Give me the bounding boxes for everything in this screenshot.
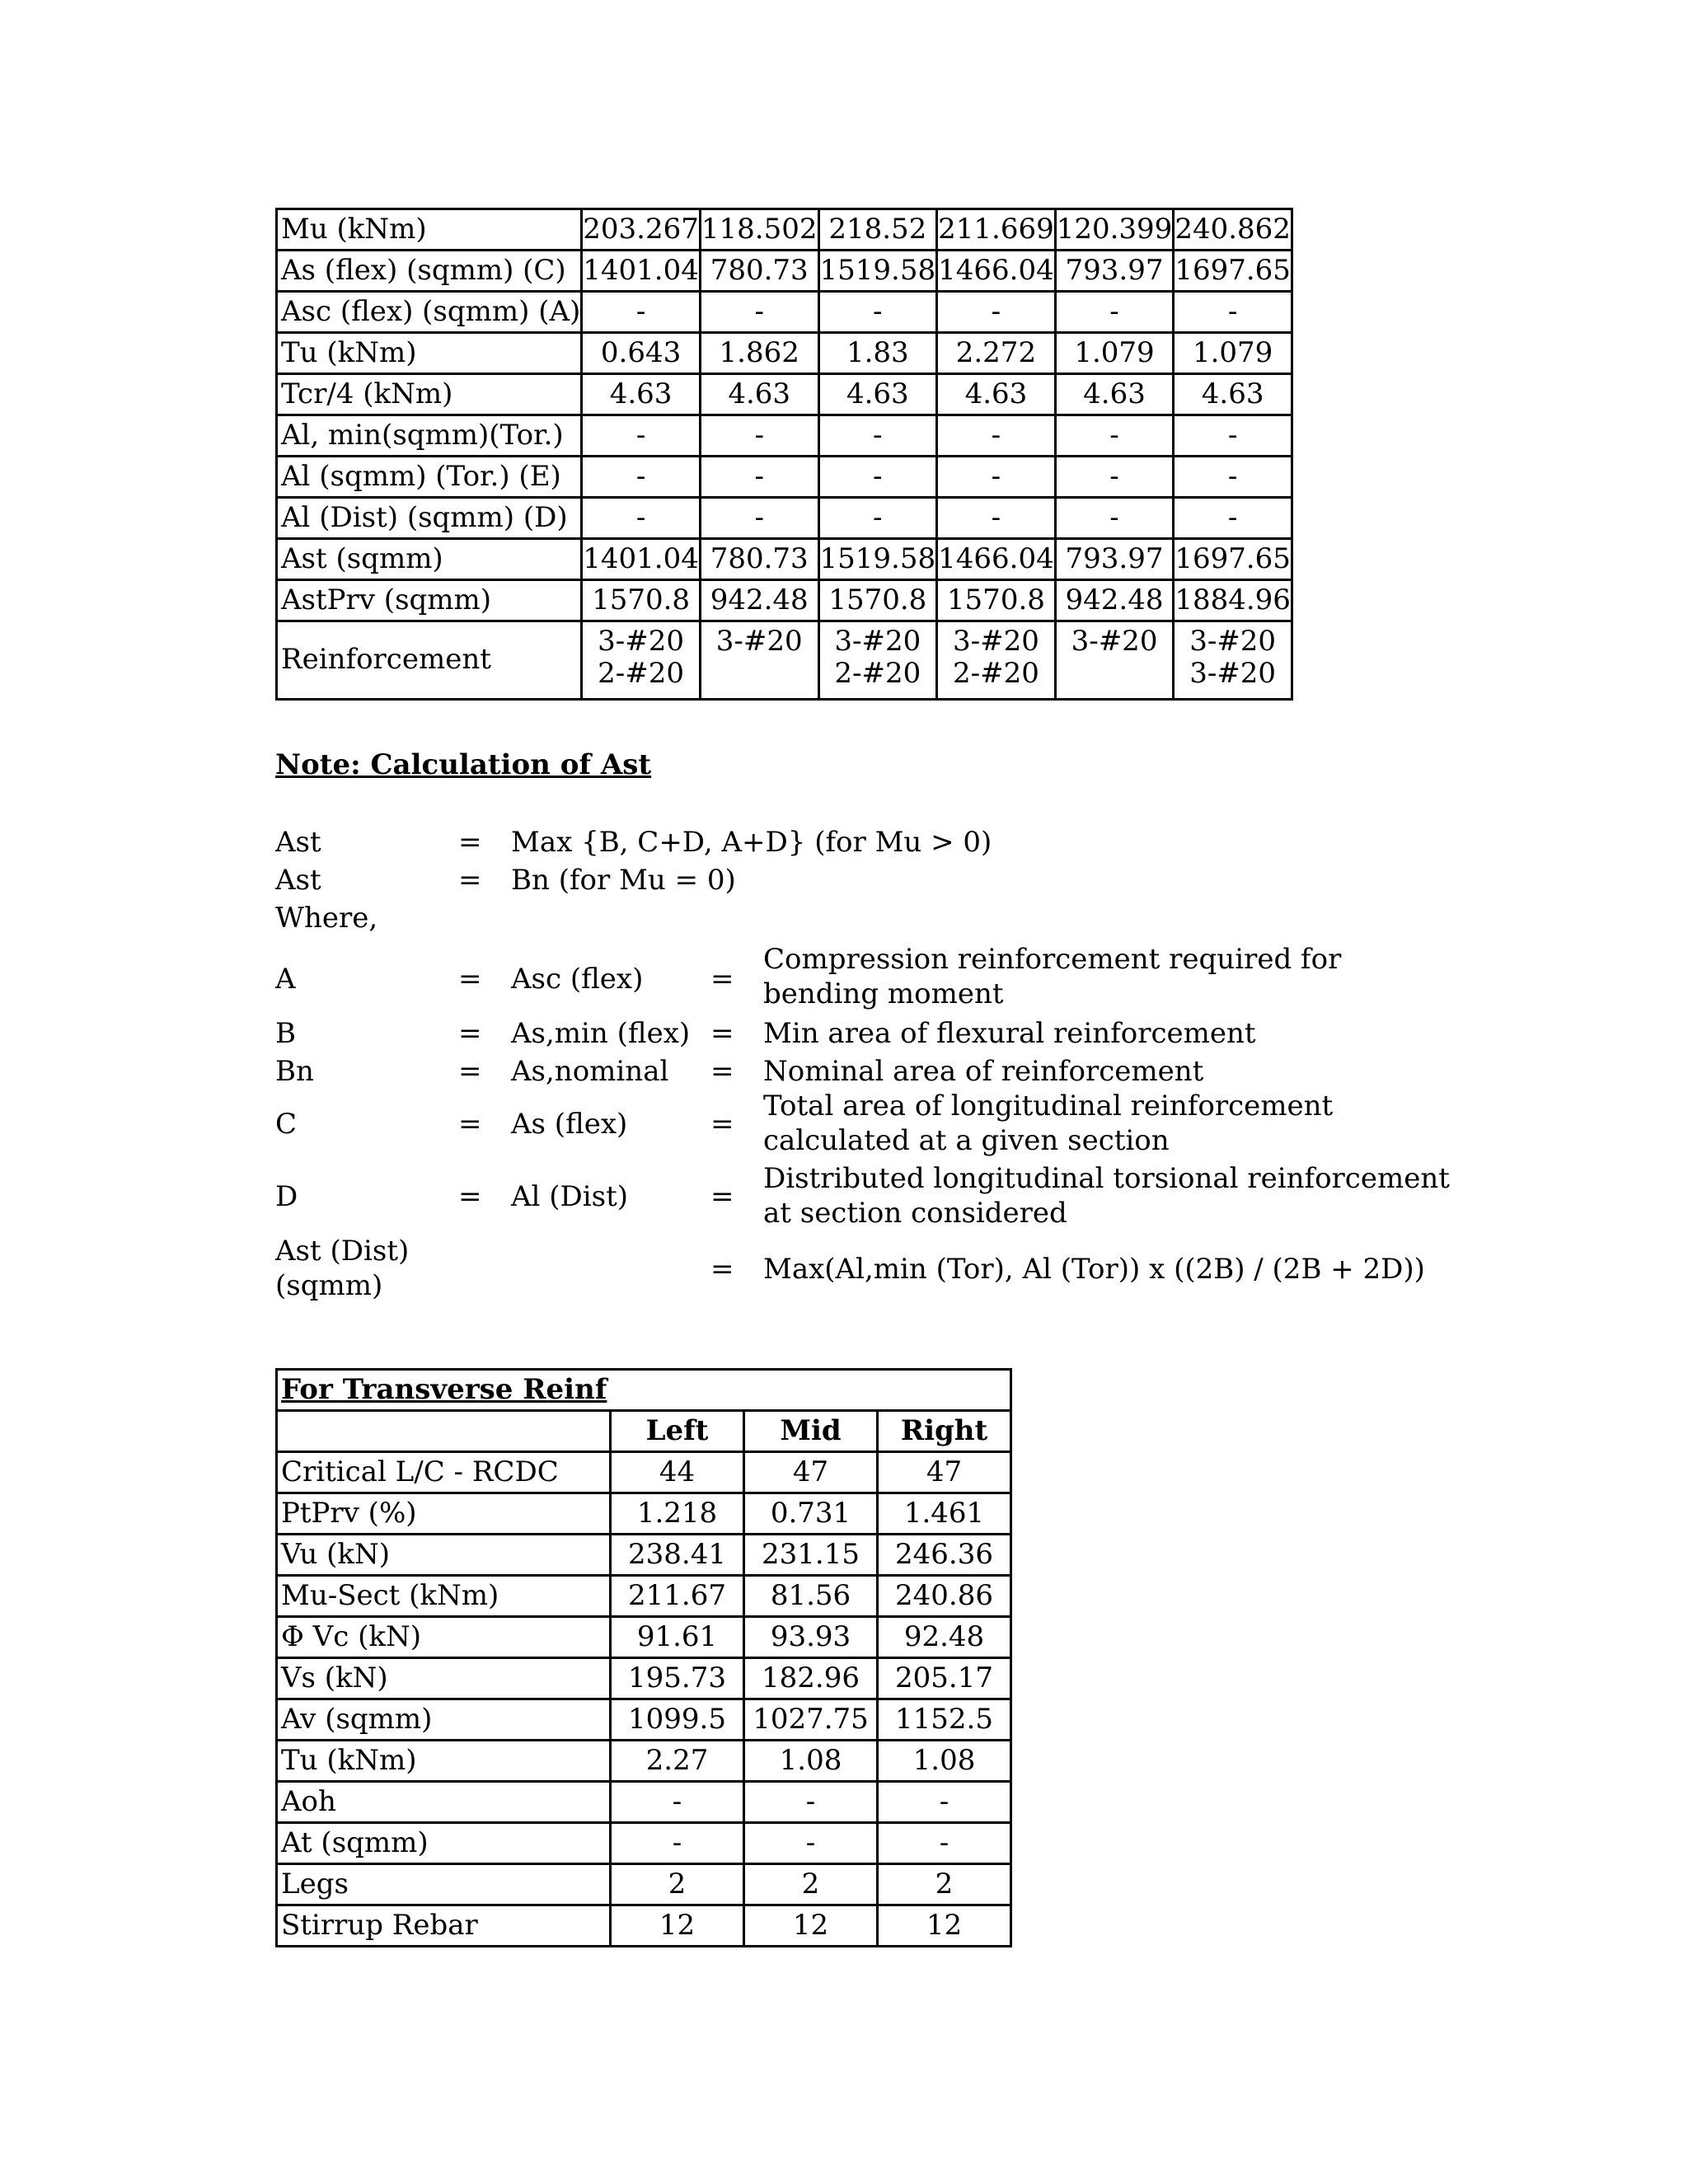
table-cell: 1.08 [878, 1741, 1011, 1782]
def-bn-symbol: Bn [275, 1055, 314, 1088]
row-label: Vu (kN) [277, 1535, 611, 1576]
row-label: As (flex) (sqmm) (C) [277, 251, 582, 292]
table-cell: 4.63 [818, 374, 937, 415]
row-label: Legs [277, 1864, 611, 1905]
ast-rhs-2: Bn (for Mu = 0) [511, 864, 736, 897]
column-header: Left [611, 1411, 744, 1452]
table-cell: 1697.65 [1174, 539, 1292, 580]
table-cell: - [744, 1782, 878, 1823]
table-cell: 12 [878, 1905, 1011, 1947]
def-a-desc-1: Compression reinforcement required for [763, 943, 1342, 976]
table-cell: 211.67 [611, 1576, 744, 1617]
def-b-eq2: = [710, 1017, 734, 1050]
table-cell: 4.63 [1174, 374, 1292, 415]
table-cell: 4.63 [1055, 374, 1174, 415]
table-cell: 0.731 [744, 1493, 878, 1535]
transverse-table-row [277, 1905, 1011, 1947]
table-cell: - [937, 457, 1056, 498]
transverse-table-row [277, 1658, 1011, 1699]
row-label: Tcr/4 (kNm) [277, 374, 582, 415]
table-cell: - [611, 1823, 744, 1864]
rebar-line: 3-#20 [1189, 625, 1277, 658]
table-cell: - [1055, 292, 1174, 333]
table-cell: - [937, 415, 1056, 457]
table-cell: - [1174, 292, 1292, 333]
reinforcement-cell [1055, 621, 1174, 700]
long-table-row [277, 209, 1292, 251]
transverse-table-row [277, 1823, 1011, 1864]
long-table-row [277, 251, 1292, 292]
def-d-expr: Al (Dist) [511, 1180, 629, 1213]
table-cell: 2 [744, 1864, 878, 1905]
row-label: Aoh [277, 1782, 611, 1823]
reinforcement-cell [582, 621, 701, 700]
ast-dist-formula: Max(Al,min (Tor), Al (Tor)) x ((2B) / (2B + 2D)) [763, 1253, 1425, 1286]
table-cell: - [937, 498, 1056, 539]
table-cell: - [582, 292, 701, 333]
ast-lhs-1: Ast [275, 826, 321, 859]
column-header: Mid [744, 1411, 878, 1452]
row-label: AstPrv (sqmm) [277, 580, 582, 621]
transverse-table-row [277, 1452, 1011, 1493]
transverse-table-row [277, 1576, 1011, 1617]
table-cell: 246.36 [878, 1535, 1011, 1576]
table-cell: - [1174, 498, 1292, 539]
table-cell: 203.267 [582, 209, 701, 251]
table-cell: 231.15 [744, 1535, 878, 1576]
table-cell: 1570.8 [582, 580, 701, 621]
table-cell: 1401.04 [582, 539, 701, 580]
table-cell: 211.669 [937, 209, 1056, 251]
transverse-table-row [277, 1617, 1011, 1658]
transverse-table-row [277, 1493, 1011, 1535]
table-cell: 1.862 [700, 333, 818, 374]
table-cell: 2 [611, 1864, 744, 1905]
table-cell: 195.73 [611, 1658, 744, 1699]
row-label: Ast (sqmm) [277, 539, 582, 580]
def-a-eq1: = [458, 963, 482, 996]
transverse-table-row [277, 1535, 1011, 1576]
table-cell: 4.63 [937, 374, 1056, 415]
table-cell: 793.97 [1055, 251, 1174, 292]
table-cell: 47 [744, 1452, 878, 1493]
long-table-row [277, 580, 1292, 621]
row-label: Φ Vc (kN) [277, 1617, 611, 1658]
table-cell: - [818, 292, 937, 333]
table-cell: - [700, 498, 818, 539]
ast-lhs-2: Ast [275, 864, 321, 897]
table-cell: 1.08 [744, 1741, 878, 1782]
reinforcement-cell [937, 621, 1056, 700]
def-b-desc-1: Min area of flexural reinforcement [763, 1017, 1256, 1050]
row-label: Stirrup Rebar [277, 1905, 611, 1947]
table-cell: - [700, 292, 818, 333]
table-cell: 238.41 [611, 1535, 744, 1576]
table-cell: 1.461 [878, 1493, 1011, 1535]
table-cell: 1401.04 [582, 251, 701, 292]
table-cell: 1.079 [1174, 333, 1292, 374]
def-b-symbol: B [275, 1017, 296, 1050]
row-label: Tu (kNm) [277, 1741, 611, 1782]
def-c-eq1: = [458, 1108, 482, 1141]
table-cell: 1099.5 [611, 1699, 744, 1741]
table-cell: 205.17 [878, 1658, 1011, 1699]
table-cell: 1.218 [611, 1493, 744, 1535]
table-cell: 240.862 [1174, 209, 1292, 251]
rebar-line: 3-#20 [1071, 625, 1158, 658]
def-c-desc-1: Total area of longitudinal reinforcement [763, 1090, 1334, 1122]
transverse-title: For Transverse Reinf [277, 1370, 1011, 1411]
rebar-line: 2-#20 [952, 657, 1039, 691]
table-cell: 1027.75 [744, 1699, 878, 1741]
table-cell: 793.97 [1055, 539, 1174, 580]
table-cell: 2 [878, 1864, 1011, 1905]
table-cell: - [744, 1823, 878, 1864]
ast-dist-lhs-1: Ast (Dist) [275, 1235, 410, 1268]
row-label: Vs (kN) [277, 1658, 611, 1699]
table-cell: 240.86 [878, 1576, 1011, 1617]
table-cell: - [611, 1782, 744, 1823]
table-cell: 2.27 [611, 1741, 744, 1782]
ast-dist-lhs-2: (sqmm) [275, 1269, 383, 1302]
long-table-row [277, 292, 1292, 333]
table-cell: 1570.8 [818, 580, 937, 621]
def-d-eq2: = [710, 1180, 734, 1213]
table-cell: 1152.5 [878, 1699, 1011, 1741]
long-table-row [277, 498, 1292, 539]
table-cell: - [700, 457, 818, 498]
row-label: Reinforcement [277, 621, 582, 700]
transverse-reinforcement-table [275, 1368, 1012, 1947]
def-bn-expr: As,nominal [511, 1055, 669, 1088]
table-cell: - [582, 498, 701, 539]
table-cell: 120.399 [1055, 209, 1174, 251]
table-cell: - [818, 415, 937, 457]
rebar-line: 2-#20 [598, 657, 685, 691]
long-table-row [277, 415, 1292, 457]
transverse-title-row [277, 1370, 1011, 1411]
table-cell: 47 [878, 1452, 1011, 1493]
table-cell: 1519.58 [818, 539, 937, 580]
table-cell: 44 [611, 1452, 744, 1493]
table-cell: - [700, 415, 818, 457]
def-d-desc-1: Distributed longitudinal torsional reinforcement [763, 1162, 1450, 1195]
def-a-expr: Asc (flex) [511, 963, 644, 996]
def-b-eq1: = [458, 1017, 482, 1050]
row-label: Critical L/C - RCDC [277, 1452, 611, 1493]
table-cell: 1.83 [818, 333, 937, 374]
long-table-row [277, 333, 1292, 374]
table-cell: 1466.04 [937, 251, 1056, 292]
note-title: Note: Calculation of Ast [275, 748, 652, 781]
table-cell: 0.643 [582, 333, 701, 374]
table-cell: 942.48 [1055, 580, 1174, 621]
transverse-table-row [277, 1782, 1011, 1823]
row-label: PtPrv (%) [277, 1493, 611, 1535]
table-cell: - [1174, 457, 1292, 498]
def-c-desc-2: calculated at a given section [763, 1124, 1170, 1157]
table-cell: 4.63 [700, 374, 818, 415]
row-label: Al, min(sqmm)(Tor.) [277, 415, 582, 457]
table-cell: - [1055, 457, 1174, 498]
longitudinal-reinforcement-table [275, 208, 1293, 701]
table-cell: 4.63 [582, 374, 701, 415]
ast-eq-2: = [458, 864, 482, 897]
table-cell: 182.96 [744, 1658, 878, 1699]
table-cell: 81.56 [744, 1576, 878, 1617]
def-b-expr: As,min (flex) [511, 1017, 691, 1050]
row-label: Asc (flex) (sqmm) (A) [277, 292, 582, 333]
table-cell: 12 [744, 1905, 878, 1947]
table-cell: 1519.58 [818, 251, 937, 292]
row-label: Al (Dist) (sqmm) (D) [277, 498, 582, 539]
transverse-table-row [277, 1699, 1011, 1741]
row-label: Av (sqmm) [277, 1699, 611, 1741]
def-c-eq2: = [710, 1108, 734, 1141]
rebar-line: 3-#20 [834, 625, 921, 658]
table-cell: - [1055, 415, 1174, 457]
reinforcement-row [277, 621, 1292, 700]
row-label: Tu (kNm) [277, 333, 582, 374]
table-cell: 1.079 [1055, 333, 1174, 374]
table-cell: 91.61 [611, 1617, 744, 1658]
def-c-expr: As (flex) [511, 1108, 628, 1141]
table-cell: - [818, 457, 937, 498]
blank-header-cell [277, 1411, 611, 1452]
transverse-table-row [277, 1864, 1011, 1905]
reinforcement-cell [818, 621, 937, 700]
def-d-symbol: D [275, 1180, 298, 1213]
table-cell: 2.272 [937, 333, 1056, 374]
def-bn-desc-1: Nominal area of reinforcement [763, 1055, 1204, 1088]
rebar-line: 2-#20 [834, 657, 921, 691]
where-label: Where, [275, 902, 378, 935]
table-cell: - [582, 415, 701, 457]
table-cell: - [1055, 498, 1174, 539]
table-cell: 1570.8 [937, 580, 1056, 621]
table-cell: 93.93 [744, 1617, 878, 1658]
def-a-eq2: = [710, 963, 734, 996]
def-c-symbol: C [275, 1108, 298, 1141]
row-label: Mu (kNm) [277, 209, 582, 251]
row-label: At (sqmm) [277, 1823, 611, 1864]
table-cell: 780.73 [700, 251, 818, 292]
table-cell: - [878, 1823, 1011, 1864]
rebar-line: 3-#20 [715, 625, 803, 658]
def-bn-eq1: = [458, 1055, 482, 1088]
table-cell: 1466.04 [937, 539, 1056, 580]
table-cell: 780.73 [700, 539, 818, 580]
table-cell: 942.48 [700, 580, 818, 621]
def-d-desc-2: at section considered [763, 1197, 1067, 1230]
table-cell: 218.52 [818, 209, 937, 251]
table-cell: 92.48 [878, 1617, 1011, 1658]
table-cell: - [582, 457, 701, 498]
transverse-table-row [277, 1741, 1011, 1782]
ast-eq-1: = [458, 826, 482, 859]
table-cell: 12 [611, 1905, 744, 1947]
table-cell: - [878, 1782, 1011, 1823]
long-table-row [277, 374, 1292, 415]
def-a-symbol: A [275, 963, 296, 996]
rebar-line: 3-#20 [598, 625, 685, 658]
def-a-desc-2: bending moment [763, 977, 1004, 1010]
table-cell: - [1174, 415, 1292, 457]
table-cell: 1697.65 [1174, 251, 1292, 292]
ast-dist-eq: = [710, 1253, 734, 1286]
table-cell: - [818, 498, 937, 539]
def-d-eq1: = [458, 1180, 482, 1213]
def-bn-eq2: = [710, 1055, 734, 1088]
column-header: Right [878, 1411, 1011, 1452]
reinforcement-cell [1174, 621, 1292, 700]
transverse-header-row [277, 1411, 1011, 1452]
reinforcement-cell [700, 621, 818, 700]
long-table-row [277, 457, 1292, 498]
row-label: Mu-Sect (kNm) [277, 1576, 611, 1617]
table-cell: 1884.96 [1174, 580, 1292, 621]
table-cell: 118.502 [700, 209, 818, 251]
rebar-line: 3-#20 [952, 625, 1039, 658]
ast-rhs-1: Max {B, C+D, A+D} (for Mu > 0) [511, 826, 992, 859]
table-cell: - [937, 292, 1056, 333]
rebar-line: 3-#20 [1189, 657, 1277, 691]
long-table-row [277, 539, 1292, 580]
row-label: Al (sqmm) (Tor.) (E) [277, 457, 582, 498]
